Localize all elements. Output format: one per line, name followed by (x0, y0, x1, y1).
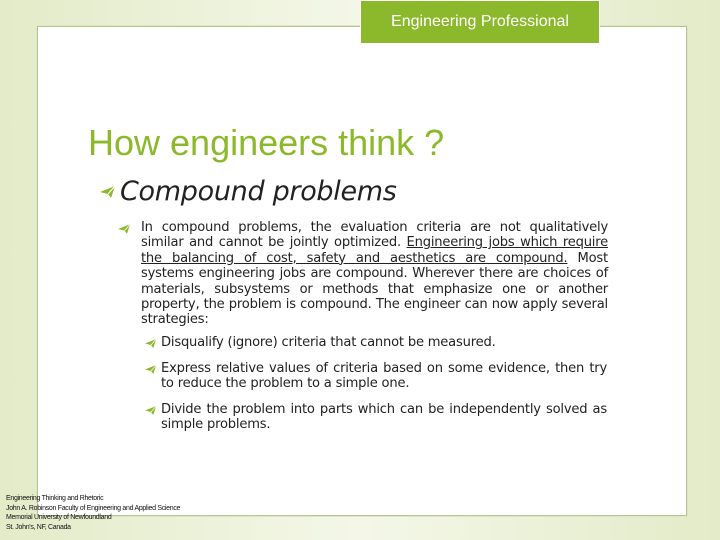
strategy-text: Disqualify (ignore) criteria that cannot be measured. (161, 335, 496, 350)
paper-plane-bullet-icon (118, 223, 131, 235)
footer-credits (6, 494, 180, 532)
paper-plane-bullet-icon (145, 338, 157, 349)
strategy-item (145, 361, 607, 392)
footer-line: St. John's, NF, Canada (6, 523, 71, 531)
paper-plane-bullet-icon (100, 185, 116, 199)
footer-line: John A. Robinson Faculty of Engineering and Applied Science (6, 504, 181, 512)
paragraph-text-after: Most systems engineering jobs are compound. Wherever there are choices of materials, subsystems or methods that emphasize one or another property, the problem is compound. The engineer can now apply several strategies: (141, 250, 608, 328)
heading-bullet (100, 176, 397, 207)
footer-line: Memorial University of Newfoundland (6, 514, 112, 522)
paper-plane-bullet-icon (145, 364, 157, 375)
heading-text: Compound problems (120, 176, 397, 207)
footer-line: Engineering Thinking and Rhetoric (6, 495, 104, 502)
strategy-text: Express relative values of criteria based on some evidence, then try to reduce the problem to a simple one. (161, 361, 607, 392)
paragraph-text (141, 220, 608, 328)
paragraph-underlined: Engineering jobs which require the balancing of cost, safety and aesthetics are compound. (141, 235, 608, 266)
strategy-item (145, 335, 607, 350)
paper-plane-bullet-icon (145, 405, 157, 416)
slide-title: How engineers think ? (88, 122, 445, 163)
header-label: Engineering Professional (391, 13, 569, 30)
strategy-text: Divide the problem into parts which can be independently solved as simple problems. (161, 402, 607, 433)
paragraph-bullet (118, 220, 608, 328)
strategy-item (145, 402, 607, 433)
paragraph-text-before: In compound problems, the evaluation criteria are not qualitatively similar and cannot be jointly optimized. (141, 220, 608, 251)
header-tab (360, 0, 600, 44)
